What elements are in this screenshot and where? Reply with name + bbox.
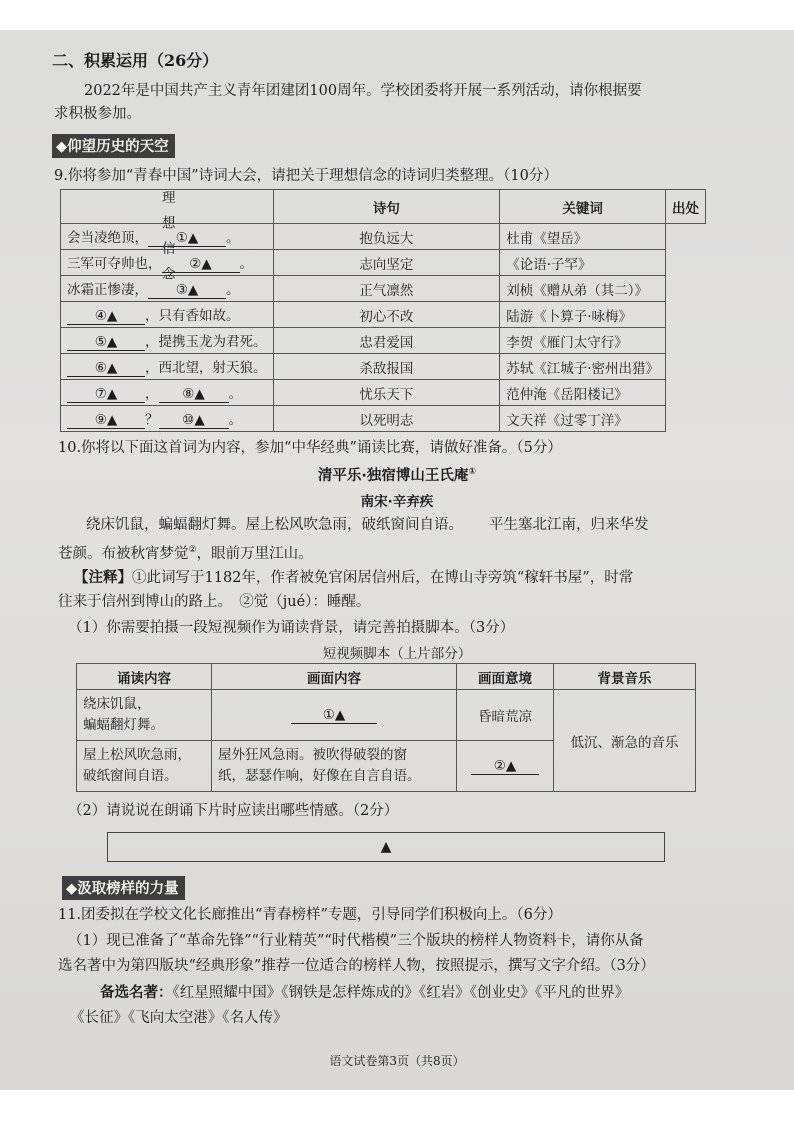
q9-blank[interactable]: ①▲ xyxy=(148,230,226,247)
q9-keyword: 忧乐天下 xyxy=(273,380,500,406)
q10-stem: 10.你将以下面这首词为内容，参加“中华经典”诵读比赛，请做好准备。（5分） xyxy=(58,440,562,456)
q9-verse: 冰霜正惨凄， ③▲ 。 xyxy=(61,276,274,302)
q9-verse: ⑦▲ ， ⑧▲ 。 xyxy=(61,380,274,406)
poem-line-1: 绕床饥鼠，蝙蝠翻灯舞。屋上松风吹急雨，破纸窗间自语。 平生塞北江南，归来华发 xyxy=(86,517,649,533)
q9-blank[interactable]: ②▲ xyxy=(162,256,240,273)
q9-keyword: 志向坚定 xyxy=(273,250,500,276)
q10-sub2: （2）请说说在朗诵下片时应读出哪些情感。（2分） xyxy=(68,803,399,819)
q9-keyword: 杀敌报国 xyxy=(273,354,500,380)
part-band-history: ◆仰望历史的天空 xyxy=(52,134,175,158)
q9-source: 文天祥《过零丁洋》 xyxy=(500,406,666,432)
q9-verse: ⑤▲ ，提携玉龙为君死。 xyxy=(61,328,274,354)
q9-side-label: 理想信念 xyxy=(61,190,274,224)
intro-line-1: 2022年是中国共产主义青年团建团100周年。学校团委将开展一系列活动，请你根据要 xyxy=(84,83,642,99)
q9-row xyxy=(61,354,706,380)
script-music: 低沉、渐急的音乐 xyxy=(554,690,696,792)
script-header-mood: 画面意境 xyxy=(457,664,554,690)
q9-row xyxy=(61,250,706,276)
q9-row xyxy=(61,276,706,302)
note-line-2: 往来于信州到博山的路上。 ②觉（jué）：睡醒。 xyxy=(58,594,371,610)
q9-keyword: 忠君爱国 xyxy=(273,328,500,354)
intro-line-2: 求积极参加。 xyxy=(54,106,141,122)
q9-verse: ⑨▲ ？ ⑩▲ 。 xyxy=(61,406,274,432)
poem-title: 清平乐·独宿博山王氏庵① xyxy=(317,467,477,484)
q9-row xyxy=(61,406,706,432)
q9-source: 陆游《卜算子·咏梅》 xyxy=(500,302,666,328)
script-header-scene: 画面内容 xyxy=(212,664,457,690)
q9-verse: ⑥▲ ，西北望，射天狼。 xyxy=(61,354,274,380)
q9-verse: ④▲ ，只有香如故。 xyxy=(61,302,274,328)
books-line-1: 备选名著：《红星照耀中国》《钢铁是怎样炼成的》《红岩》《创业史》《平凡的世界》 xyxy=(100,985,630,1001)
video-script-table xyxy=(76,663,696,792)
q9-source: 杜甫《望岳》 xyxy=(500,224,666,250)
q9-header-keyword: 关键词 xyxy=(500,190,666,224)
section-title: 二、积累运用（26分） xyxy=(52,51,219,70)
books-line-2: 《长征》《飞向太空港》《名人传》 xyxy=(70,1010,288,1026)
mood-blank-2[interactable]: ②▲ xyxy=(471,758,539,775)
poem-author: 南宋·辛弃疾 xyxy=(360,494,434,510)
script-row1-content: 绕床饥鼠， 蝙蝠翻灯舞。 xyxy=(77,690,212,741)
q11-stem: 11.团委拟在学校文化长廊推出“青春榜样”专题，引导同学们积极向上。（6分） xyxy=(58,907,562,923)
q9-blank[interactable]: ③▲ xyxy=(148,282,226,299)
q9-blank[interactable]: ⑩▲ xyxy=(159,412,229,429)
q9-blank[interactable]: ⑦▲ xyxy=(67,386,145,403)
q9-keyword: 以死明志 xyxy=(273,406,500,432)
q9-keyword: 抱负远大 xyxy=(273,224,500,250)
note-line-1: 【注释】①此词写于1182年，作者被免官闲居信州后，在博山寺旁筑“稼轩书屋”，时常 xyxy=(74,569,634,586)
q9-blank[interactable]: ⑧▲ xyxy=(159,386,229,403)
scene-blank-1[interactable]: ①▲ xyxy=(291,707,377,724)
q9-header-source: 出处 xyxy=(666,190,706,224)
q9-verse: 三军可夺帅也， ②▲ 。 xyxy=(61,250,274,276)
q9-source: 刘桢《赠从弟（其二）》 xyxy=(500,276,666,302)
q10-sub1: （1）你需要拍摄一段短视频作为诵读背景，请完善拍摄脚本。（3分） xyxy=(68,620,515,636)
part-band-role-model: ◆汲取榜样的力量 xyxy=(62,876,185,900)
script-row1-mood: 昏暗荒凉 xyxy=(457,690,554,741)
q11-sub1-line-1: （1）现已准备了“革命先锋”“行业精英”“时代楷模”三个版块的榜样人物资料卡，请你从备 xyxy=(68,933,644,949)
q9-verse: 会当凌绝顶， ①▲ 。 xyxy=(61,224,274,250)
q9-source: 《论语·子罕》 xyxy=(500,250,666,276)
q9-poetry-table xyxy=(60,189,706,432)
q9-keyword: 初心不改 xyxy=(273,302,500,328)
q9-blank[interactable]: ⑤▲ xyxy=(67,334,145,351)
q9-row xyxy=(61,302,706,328)
q9-row xyxy=(61,380,706,406)
q9-stem: 9.你将参加“青春中国”诗词大会，请把关于理想信念的诗词归类整理。（10分） xyxy=(54,168,558,184)
q11-sub1-line-2: 选名著中为第四版块“经典形象”推荐一位适合的榜样人物，按照提示，撰写文字介绍。（3分） xyxy=(58,958,655,974)
script-row1-scene xyxy=(212,690,457,741)
script-header-music: 背景音乐 xyxy=(554,664,696,690)
q9-blank[interactable]: ⑨▲ xyxy=(67,412,145,429)
script-row2-content: 屋上松风吹急雨， 破纸窗间自语。 xyxy=(77,741,212,792)
poem-line-2: 苍颜。布被秋宵梦觉②，眼前万里江山。 xyxy=(58,545,313,562)
script-row2-scene: 屋外狂风急雨。被吹得破裂的窗 纸，瑟瑟作响，好像在自言自语。 xyxy=(212,741,457,792)
q9-row xyxy=(61,224,706,250)
q9-source: 范仲淹《岳阳楼记》 xyxy=(500,380,666,406)
q9-source: 李贺《雁门太守行》 xyxy=(500,328,666,354)
page-footer: 语文试卷第3页（共8页） xyxy=(329,1054,465,1068)
q9-blank[interactable]: ⑥▲ xyxy=(67,360,145,377)
script-row2-mood xyxy=(457,741,554,792)
q9-header-verse: 诗句 xyxy=(273,190,500,224)
q9-row xyxy=(61,328,706,354)
script-header-content: 诵读内容 xyxy=(77,664,212,690)
q10-answer-box[interactable]: ▲ xyxy=(107,832,665,862)
script-table-caption: 短视频脚本（上片部分） xyxy=(322,646,472,662)
q9-keyword: 正气凛然 xyxy=(273,276,500,302)
q9-source: 苏轼《江城子·密州出猎》 xyxy=(500,354,666,380)
q9-blank[interactable]: ④▲ xyxy=(67,308,145,325)
